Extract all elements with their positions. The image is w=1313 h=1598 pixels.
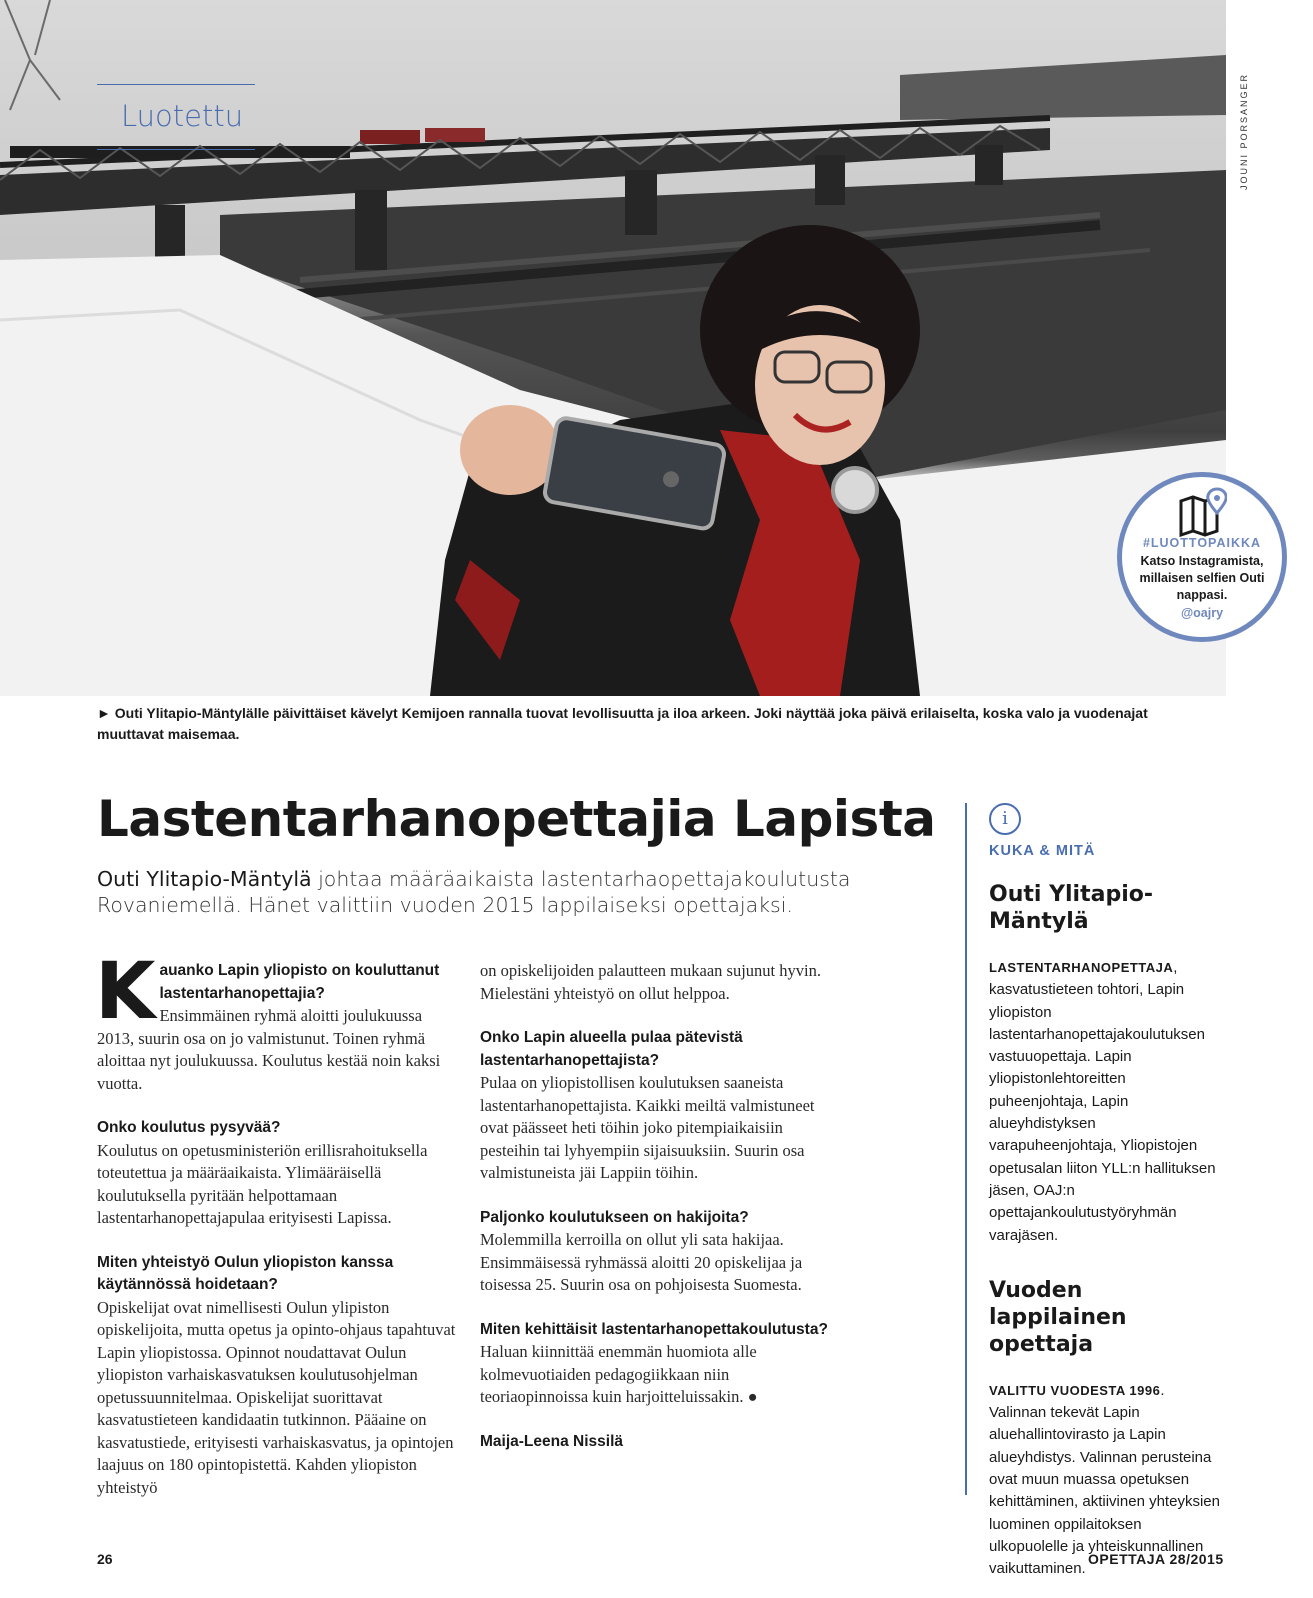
- answer-4: Pulaa on yliopistollisen koulutuksen saaneista lastentarhanopettajista. Kaikki meiltä valmistuneet ovat päässeet heti töihin joko pitempiaikaisiin pesteihin tai lyhyempiin sijaisuuksiin. Suurin osa valmistuneista jäi Lappiin töihin.: [480, 1073, 815, 1182]
- info-icon: i: [989, 803, 1021, 835]
- question-6: Miten kehittäisit lastentarhanopettakoulutusta?: [480, 1320, 828, 1338]
- article-column-2: [480, 960, 835, 1453]
- answer-2: Koulutus on opetusministeriön erillisrahoituksella toteutettua ja määräaikaista. Ylimääräisellä koulutuksella pyritään helpottamaan lastentarhanopettajapulaa erityisesti Lapissa.: [97, 1140, 428, 1227]
- section-tag-label: Luotettu: [121, 99, 244, 133]
- sidebar-bio2-lead: VALITTU VUODESTA 1996: [989, 1382, 1161, 1398]
- photo-credit: JOUNI PORSANGER: [1239, 72, 1249, 190]
- lead-name: Outi Ylitapio-Mäntylä: [97, 867, 312, 891]
- author-byline: Maija-Leena Nissilä: [480, 1432, 624, 1450]
- sidebar-person-name: Outi Ylitapio-Mäntylä: [989, 882, 1153, 934]
- sidebar-bio-lead: LASTENTARHANOPETTAJA: [989, 960, 1174, 975]
- lead-text: johtaa määräaikaista lastentarhaopettajakoulutusta Rovaniemellä. Hänet valittiin vuoden 2015 lappilaiseksi opettajaksi.: [97, 867, 851, 917]
- answer-3: Opiskelijat ovat nimellisesti Oulun ylipiston opiskelijoita, mutta opetus ja opinto-ohjaus tapahtuvat Lapin yliopistossa. Opinnot noudattavat Oulun yliopiston varhaiskasvatuksen koulutusohjelman opetussuunnitelmaa. Opiskelijat suorittavat kasvatustieteen kandidaatin tutkinnon. Pääaine on kasvatustiede, erityisesti varhaiskasvatus, ja opintojen laajuus on 180 opintopistettä. Kahden yliopiston yhteistyö: [97, 1297, 456, 1497]
- article-title: Lastentarhanopettajia Lapista: [97, 790, 936, 848]
- badge-text: Katso Instagramista, millaisen selfien Outi nappasi.: [1139, 554, 1265, 602]
- drop-cap: K: [95, 947, 156, 1037]
- section-tag: [97, 84, 255, 150]
- publication-issue: OPETTAJA 28/2015: [1088, 1551, 1224, 1567]
- answer-3-continued: on opiskelijoiden palautteen mukaan sujunut hyvin. Mielestäni yhteistyö on ollut helppoa.: [480, 961, 821, 1003]
- sidebar-bio: [989, 957, 1220, 1247]
- article-column-1: [95, 947, 457, 1499]
- article-lead: [97, 866, 857, 918]
- sidebar-bio-text: , kasvatustieteen tohtori, Lapin yliopiston lastentarhanopettajakoulutuksen vastuuopettaja. Lapin yliopistonlehtoreitten puheenjohtaja, Lapin alueyhdistyksen varapuheenjohtaja, Yliopistojen opetusalan liiton YLL:n hallituksen jäsen, OAJ:n opettajankoulutustyöryhmän varajäsen.: [989, 959, 1216, 1244]
- sidebar-bio2-text: . Valinnan tekevät Lapin aluehallintovirasto ja Lapin alueyhdistys. Valinnan perusteina ovat muun muassa opetuksen kehittäminen, aktiivinen yhteyksien luominen oppilaitoksen ulkopuolelle ja yhteiskunnallinen vaikuttaminen.: [989, 1381, 1220, 1578]
- photo-caption: ► Outi Ylitapio-Mäntylälle päivittäiset kävelyt Kemijoen rannalla tuovat levollisuutta ja iloa arkeen. Joki näyttää joka päivä erilaiselta, koska valo ja vuodenajat muuttavat maisemaa.: [97, 705, 1148, 742]
- answer-5: Molemmilla kerroilla on ollut yli sata hakijaa. Ensimmäisessä ryhmässä aloitti 20 opiskelijaa ja toisessa 25. Suurin osa on pohjoisesta Suomesta.: [480, 1230, 803, 1294]
- question-4: Onko Lapin alueella pulaa pätevistä lastentarhanopettajista?: [480, 1029, 743, 1069]
- answer-1: Ensimmäinen ryhmä aloitti joulukuussa 2013, suurin osa on jo valmistunut. Toinen ryhmä aloittaa nyt joulukuussa. Koulutus kestää noin kaksi vuotta.: [97, 1006, 441, 1093]
- question-2: Onko koulutus pysyvää?: [97, 1119, 281, 1136]
- question-1: auanko Lapin yliopisto on kouluttanut lastentarhanopettajia?: [159, 962, 440, 1002]
- instagram-badge[interactable]: [1117, 472, 1287, 642]
- badge-handle[interactable]: @oajry: [1180, 606, 1224, 620]
- badge-hashtag: #LUOTTOPAIKKA: [1142, 536, 1262, 550]
- question-5: Paljonko koulutukseen on hakijoita?: [480, 1208, 749, 1226]
- page-number: 26: [97, 1551, 113, 1567]
- map-pin-icon: [1177, 487, 1227, 537]
- answer-6: Haluan kiinnittää enemmän huomiota alle kolmevuotiaiden pedagogiikkaan niin teoriaopinnoissa kuin harjoitteluissakin. ●: [480, 1342, 758, 1406]
- sidebar-heading-2: Vuoden lappilainen opettaja: [989, 1277, 1127, 1357]
- question-3: Miten yhteistyö Oulun yliopiston kanssa käytännössä hoidetaan?: [97, 1253, 394, 1293]
- sidebar-label: KUKA & MITÄ: [989, 843, 1096, 859]
- hero-photo: [0, 0, 1226, 696]
